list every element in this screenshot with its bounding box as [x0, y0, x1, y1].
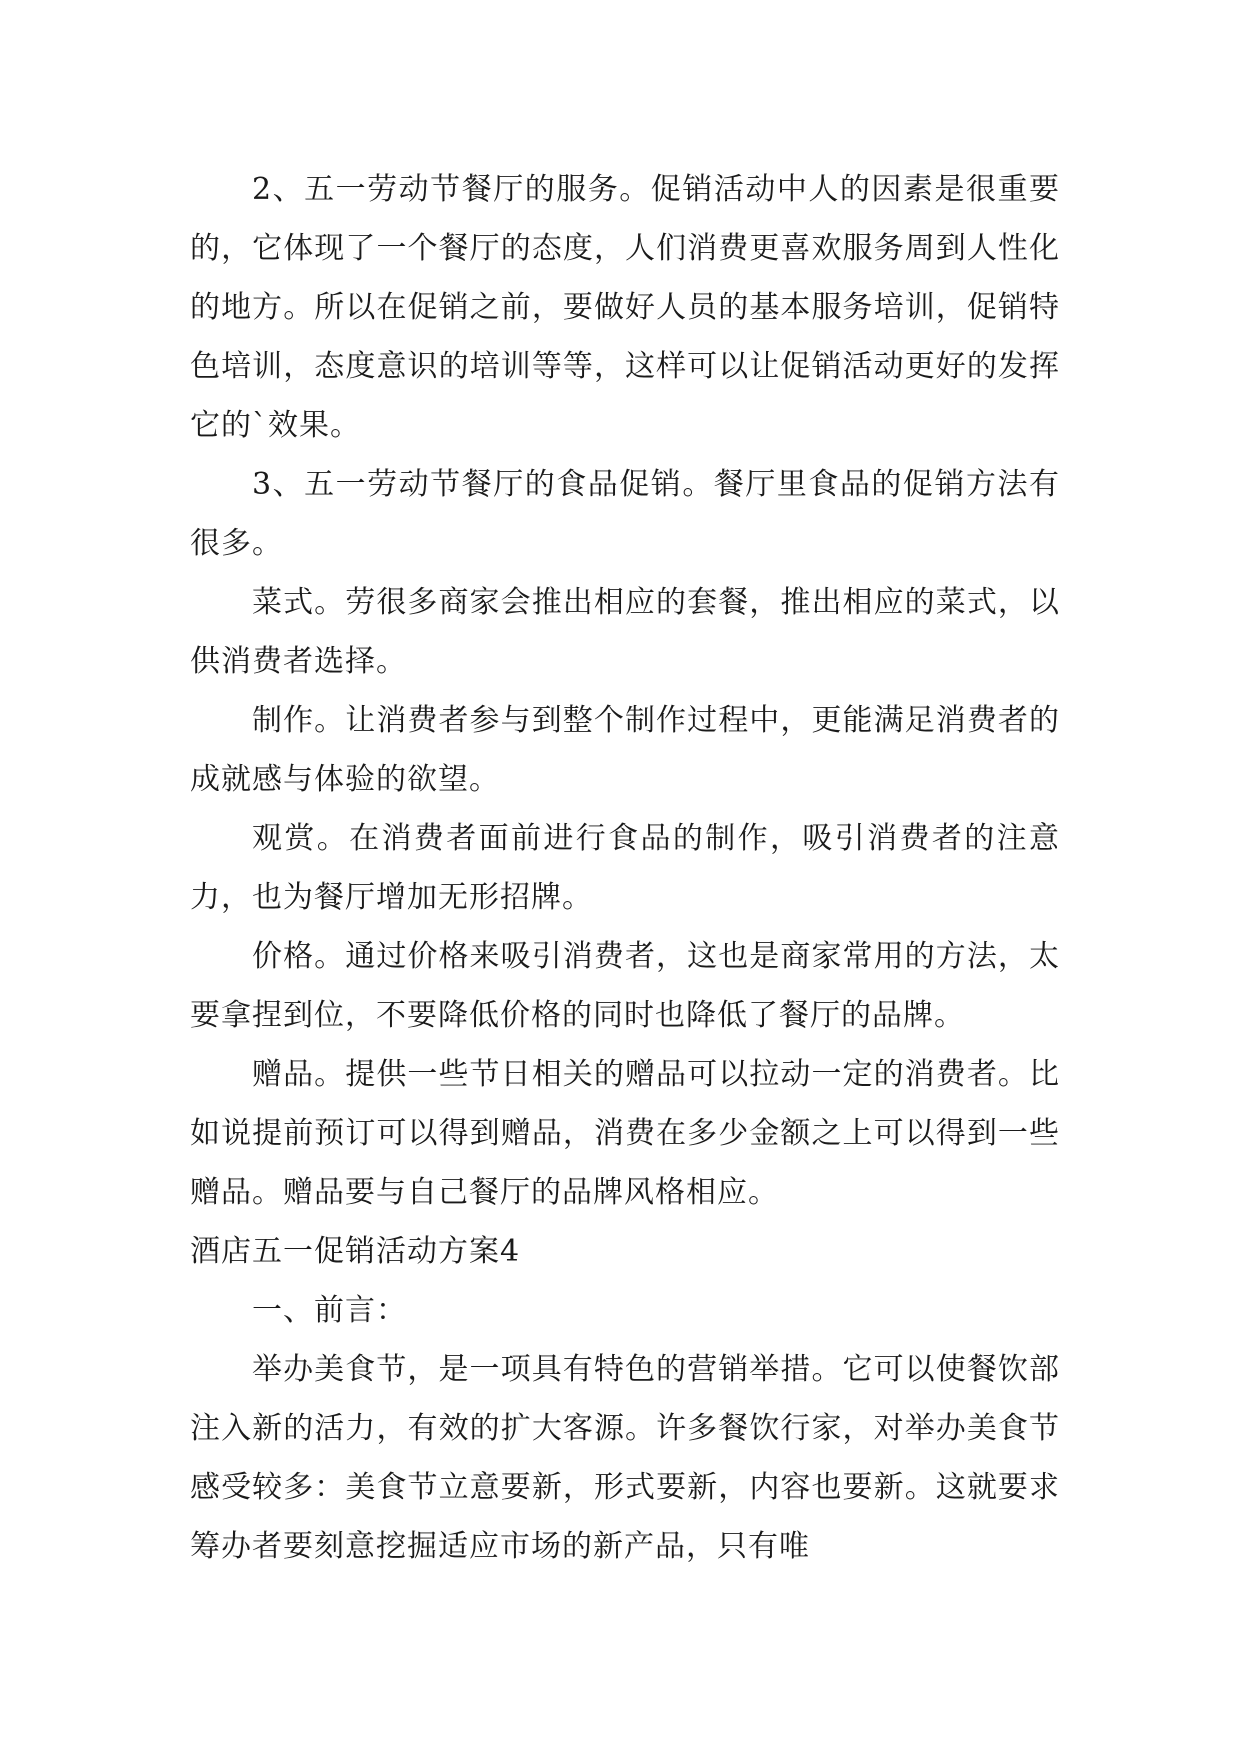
paragraph-preface-heading: 一、前言： [252, 1293, 407, 1328]
section-title: 酒店五一促销活动方案4 [190, 1234, 521, 1269]
paragraph-food-promotion: 3、五一劳动节餐厅的食品促销。餐厅里食品的促销方法有很多。 [190, 467, 1060, 561]
paragraph-viewing: 观赏。在消费者面前进行食品的制作，吸引消费者的注意力，也为餐厅增加无形招牌。 [190, 821, 1060, 915]
paragraph-production: 制作。让消费者参与到整个制作过程中，更能满足消费者的成就感与体验的欲望。 [190, 703, 1060, 797]
paragraph-price: 价格。通过价格来吸引消费者，这也是商家常用的方法，太要拿捏到位，不要降低价格的同时也降低了餐厅的品牌。 [190, 939, 1060, 1033]
paragraph-food-festival: 举办美食节，是一项具有特色的营销举措。它可以使餐饮部注入新的活力，有效的扩大客源。许多餐饮行家，对举办美食节感受较多：美食节立意要新，形式要新，内容也要新。这就要求筹办者要刻意挖掘适应市场的新产品，只有唯 [190, 1352, 1060, 1564]
document-body [190, 160, 1060, 1576]
paragraph-dishes: 菜式。劳很多商家会推出相应的套餐，推出相应的菜式，以供消费者选择。 [190, 585, 1060, 679]
paragraph-service: 2、五一劳动节餐厅的服务。促销活动中人的因素是很重要的，它体现了一个餐厅的态度，人们消费更喜欢服务周到人性化的地方。所以在促销之前，要做好人员的基本服务培训，促销特色培训，态度意识的培训等等，这样可以让促销活动更好的发挥它的`效果。 [190, 172, 1060, 443]
paragraph-gifts: 赠品。提供一些节日相关的赠品可以拉动一定的消费者。比如说提前预订可以得到赠品，消费在多少金额之上可以得到一些赠品。赠品要与自己餐厅的品牌风格相应。 [190, 1057, 1060, 1210]
